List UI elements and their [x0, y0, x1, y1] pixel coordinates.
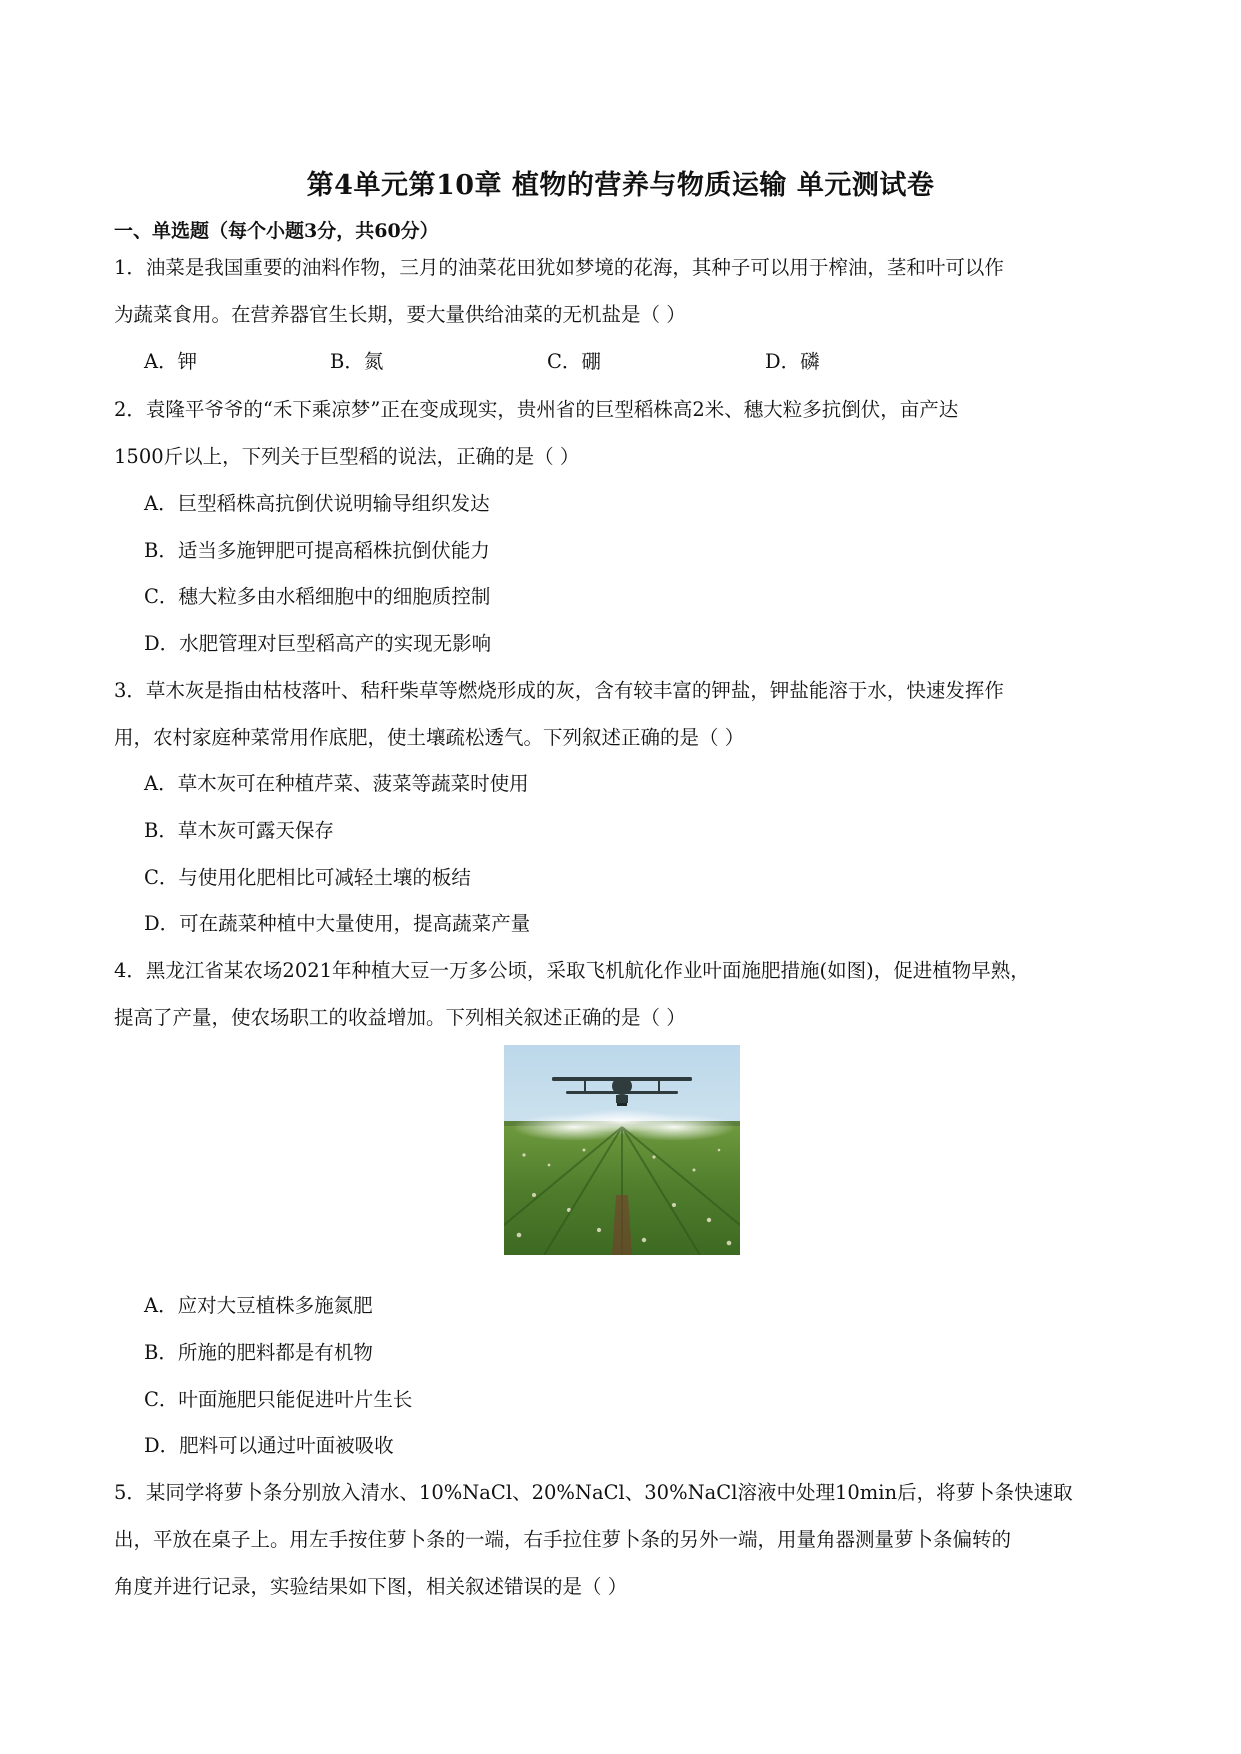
- q1-stem-line2: 为蔬菜食用。在营养器官生长期，要大量供给油菜的无机盐是（ ）: [114, 303, 686, 326]
- q2-option-a: A．巨型稻株高抗倒伏说明输导组织发达: [144, 492, 490, 515]
- q5-stem-line2: 出，平放在桌子上。用左手按住萝卜条的一端，右手拉住萝卜条的另外一端，用量角器测量萝卜条偏转的: [114, 1528, 1012, 1551]
- q2-option-d: D．水肥管理对巨型稻高产的实现无影响: [144, 632, 492, 655]
- q3-option-a: A．草木灰可在种植芹菜、菠菜等蔬菜时使用: [144, 772, 529, 795]
- q3-option-d: D．可在蔬菜种植中大量使用，提高蔬菜产量: [144, 912, 531, 935]
- q1-option-a: A．钾: [144, 350, 198, 373]
- q4-stem-line1: 4．黑龙江省某农场2021年种植大豆一万多公顷，采取飞机航化作业叶面施肥措施(如图)，促进植物早熟，: [114, 959, 1030, 982]
- q2-stem-line1: 2．袁隆平爷爷的“禾下乘凉梦”正在变成现实，贵州省的巨型稻株高2米、穗大粒多抗倒伏，亩产达: [114, 398, 959, 421]
- q4-option-c: C．叶面施肥只能促进叶片生长: [144, 1388, 413, 1411]
- q4-option-a: A．应对大豆植株多施氮肥: [144, 1294, 373, 1317]
- q5-stem-line1: 5．某同学将萝卜条分别放入清水、10%NaCl、20%NaCl、30%NaCl溶液中处理10min后，将萝卜条快速取: [114, 1481, 1073, 1504]
- page-title: 第4单元第10章 植物的营养与物质运输 单元测试卷: [306, 170, 935, 201]
- q5-stem-line3: 角度并进行记录，实验结果如下图，相关叙述错误的是（ ）: [114, 1575, 628, 1598]
- q3-option-c: C．与使用化肥相比可减轻土壤的板结: [144, 866, 471, 889]
- q3-option-b: B．草木灰可露天保存: [144, 819, 334, 842]
- q2-stem-line2: 1500斤以上，下列关于巨型稻的说法，正确的是（ ）: [114, 445, 580, 468]
- q1-stem-line1: 1．油菜是我国重要的油料作物，三月的油菜花田犹如梦境的花海，其种子可以用于榨油，茎和叶可以作: [114, 256, 1004, 279]
- q4-stem-line2: 提高了产量，使农场职工的收益增加。下列相关叙述正确的是（ ）: [114, 1006, 686, 1029]
- q1-option-c: C．硼: [547, 350, 601, 373]
- q2-option-c: C．穗大粒多由水稻细胞中的细胞质控制: [144, 585, 491, 608]
- q1-option-d: D．磷: [765, 350, 820, 373]
- q3-stem-line2: 用，农村家庭种菜常用作底肥，使土壤疏松透气。下列叙述正确的是（ ）: [114, 726, 745, 749]
- q4-option-b: B．所施的肥料都是有机物: [144, 1341, 373, 1364]
- q3-stem-line1: 3．草木灰是指由枯枝落叶、秸秆柴草等燃烧形成的灰，含有较丰富的钾盐，钾盐能溶于水，快速发挥作: [114, 679, 1004, 702]
- q2-option-b: B．适当多施钾肥可提高稻株抗倒伏能力: [144, 539, 490, 562]
- q4-option-d: D．肥料可以通过叶面被吸收: [144, 1434, 394, 1457]
- q1-option-b: B．氮: [330, 350, 384, 373]
- section-heading: 一、单选题（每个小题3分，共60分）: [114, 220, 439, 242]
- crop-dusting-photo: [504, 1045, 740, 1255]
